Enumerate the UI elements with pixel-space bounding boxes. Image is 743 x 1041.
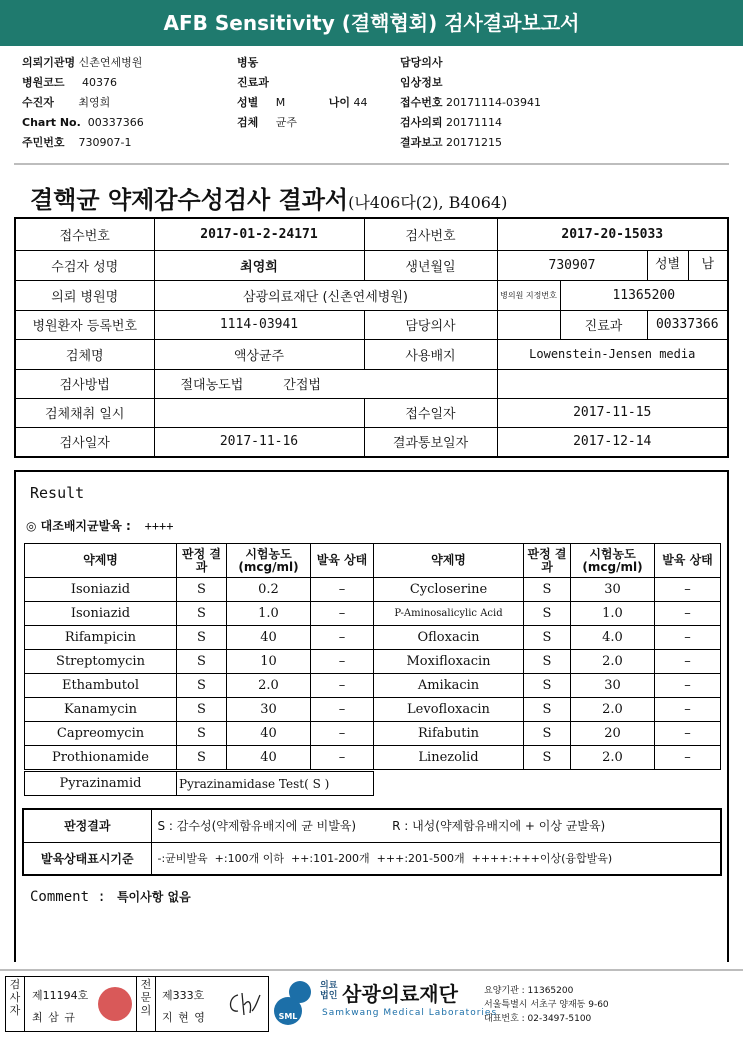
hdr-label: 병원코드 xyxy=(22,76,65,89)
header-col2 xyxy=(237,56,397,136)
result-judge: S xyxy=(177,578,227,602)
result-growth: – xyxy=(311,626,374,650)
result-growth: – xyxy=(655,698,721,722)
header-col3 xyxy=(400,56,600,156)
result-growth: – xyxy=(311,602,374,626)
result-row xyxy=(25,626,721,650)
result-judge: S xyxy=(524,698,571,722)
collect-date xyxy=(154,398,364,427)
info-label: 검사일자 xyxy=(15,427,154,457)
hdr-label: 진료과 xyxy=(237,76,269,89)
result-judge: S xyxy=(524,602,571,626)
header-col1 xyxy=(22,56,222,156)
col-conc: 시험농도 (mcg/ml) xyxy=(571,544,655,578)
result-growth: – xyxy=(655,650,721,674)
result-growth: – xyxy=(311,698,374,722)
hdr-label: 검사의뢰 xyxy=(400,116,443,129)
hdr-label: 접수번호 xyxy=(400,96,443,109)
dept: 00337366 xyxy=(647,310,728,339)
report-title xyxy=(30,180,507,215)
examiner-no: 제11194호 xyxy=(32,989,89,1002)
specialist-side-text: 전문의 xyxy=(140,978,152,1017)
result-judge: S xyxy=(177,746,227,770)
result-judge: S xyxy=(177,626,227,650)
result-conc: 40 xyxy=(227,626,311,650)
result-conc: 40 xyxy=(227,746,311,770)
hdr-value: 최영희 xyxy=(78,96,111,109)
doctor xyxy=(497,310,560,339)
hdr-label: 주민번호 xyxy=(22,136,65,149)
info-label: 수검자 성명 xyxy=(15,250,154,280)
org-code: 요양기관 : 11365200 xyxy=(484,986,574,996)
pza-drug: Pyrazinamid xyxy=(25,772,177,796)
result-growth: – xyxy=(311,578,374,602)
hdr-value: 730907-1 xyxy=(78,136,132,149)
result-drug: Isoniazid xyxy=(25,578,177,602)
result-drug: Capreomycin xyxy=(25,722,177,746)
hdr-value: 신촌연세병원 xyxy=(78,56,143,69)
result-conc: 30 xyxy=(571,578,655,602)
result-judge: S xyxy=(177,698,227,722)
sex: 남 xyxy=(701,256,715,272)
hdr-value: 00337366 xyxy=(87,116,144,129)
result-drug: P-Aminosalicylic Acid xyxy=(374,602,524,626)
info-label: 접수번호 xyxy=(15,218,154,250)
info-label: 접수일자 xyxy=(364,398,497,427)
result-judge: S xyxy=(177,674,227,698)
result-drug: Linezolid xyxy=(374,746,524,770)
result-growth: – xyxy=(311,722,374,746)
info-label: 검사번호 xyxy=(364,218,497,250)
divider xyxy=(14,163,729,165)
info-table xyxy=(14,217,729,458)
hdr-label: 병동 xyxy=(237,56,259,69)
empty-cell xyxy=(497,369,728,398)
dob: 730907 xyxy=(497,250,647,280)
hdr-label: 나이 xyxy=(328,96,351,109)
col-judge: 판정 결과 xyxy=(524,544,571,578)
result-drug: Kanamycin xyxy=(25,698,177,722)
col-conc: 시험농도 (mcg/ml) xyxy=(227,544,311,578)
test-date: 2017-11-16 xyxy=(154,427,364,457)
hdr-label: 담당의사 xyxy=(400,56,443,69)
info-label: 병원환자 등록번호 xyxy=(15,310,154,339)
control-growth xyxy=(26,517,174,534)
result-growth: – xyxy=(655,578,721,602)
result-conc: 10 xyxy=(227,650,311,674)
result-conc: 2.0 xyxy=(571,650,655,674)
specialist-no: 제333호 xyxy=(162,989,205,1002)
result-heading: Result xyxy=(30,484,85,502)
result-conc: 4.0 xyxy=(571,626,655,650)
footer-divider xyxy=(0,969,743,971)
result-conc: 20 xyxy=(571,722,655,746)
growth-legend-text: -:균비발육 +:100개 이하 ++:101-200개 +++:201-500개 ++++:+++이상(융합발육) xyxy=(151,842,721,875)
examiner-name: 최 삼 규 xyxy=(32,1011,76,1024)
result-conc: 2.0 xyxy=(571,746,655,770)
result-growth: – xyxy=(311,746,374,770)
info-label: 검사방법 xyxy=(15,369,154,398)
result-row xyxy=(25,698,721,722)
pza-test: Pyrazinamidase Test( S ) xyxy=(177,772,374,796)
hdr-label: 의뢰기관명 xyxy=(22,56,76,69)
reception-no: 2017-01-2-24171 xyxy=(154,218,364,250)
col-judge: 판정 결과 xyxy=(177,544,227,578)
result-conc: 1.0 xyxy=(227,602,311,626)
result-conc: 30 xyxy=(571,674,655,698)
report-code: (나406다(2), B4064) xyxy=(348,193,508,212)
control-label: ◎ 대조배지균발육 : xyxy=(26,519,131,533)
result-drug: Rifampicin xyxy=(25,626,177,650)
hdr-label: 수진자 xyxy=(22,96,54,109)
comment-text: 특이사항 없음 xyxy=(116,890,191,904)
info-label: 생년월일 xyxy=(364,250,497,280)
report-title-text: 결핵균 약제감수성검사 결과서 xyxy=(30,185,349,214)
control-value: ++++ xyxy=(144,519,174,533)
examiner-side xyxy=(6,977,25,1032)
result-conc: 2.0 xyxy=(571,698,655,722)
result-judge: S xyxy=(524,578,571,602)
result-row xyxy=(25,650,721,674)
col-drug: 약제명 xyxy=(25,544,177,578)
result-growth: – xyxy=(655,746,721,770)
result-growth: – xyxy=(655,602,721,626)
result-row xyxy=(25,722,721,746)
result-judge: S xyxy=(524,674,571,698)
method-2: 간접법 xyxy=(283,378,321,393)
hdr-label: 성별 xyxy=(237,96,259,109)
specimen: 액상균주 xyxy=(154,339,364,369)
result-conc: 30 xyxy=(227,698,311,722)
info-label: 사용배지 xyxy=(364,339,497,369)
comment xyxy=(30,886,191,905)
result-judge: S xyxy=(177,602,227,626)
result-judge: S xyxy=(524,650,571,674)
org-prefix: 의료법인 xyxy=(320,981,338,1001)
result-drug: Ethambutol xyxy=(25,674,177,698)
result-conc: 40 xyxy=(227,722,311,746)
specialist-name: 지 현 영 xyxy=(162,1011,206,1024)
result-judge: S xyxy=(524,626,571,650)
result-drug: Levofloxacin xyxy=(374,698,524,722)
notify-date: 2017-12-14 xyxy=(497,427,728,457)
hdr-value: 20171114-03941 xyxy=(446,96,541,109)
pza-table xyxy=(24,771,374,796)
org-name: 삼광의료재단 xyxy=(342,982,458,1006)
hdr-value: 20171114 xyxy=(446,116,503,129)
result-judge: S xyxy=(177,722,227,746)
org-en: Samkwang Medical Laboratories xyxy=(322,1008,498,1018)
info-label: 의뢰 병원명 xyxy=(15,280,154,310)
hdr-value: M xyxy=(275,96,286,109)
examiner-side-text: 검사자 xyxy=(9,978,21,1017)
legend-table xyxy=(22,808,722,876)
hdr-value: 44 xyxy=(353,96,368,109)
judge-r: R : 내성(약제함유배지에 + 이상 균발육) xyxy=(392,819,606,834)
result-drug: Rifabutin xyxy=(374,722,524,746)
designated-no: 11365200 xyxy=(560,280,728,310)
hdr-label: 임상정보 xyxy=(400,76,443,89)
judge-legend-label: 판정결과 xyxy=(23,809,151,842)
result-drug: Isoniazid xyxy=(25,602,177,626)
signature-box xyxy=(5,976,269,1032)
hdr-value: 균주 xyxy=(275,116,298,129)
examiner-seal xyxy=(98,987,132,1021)
result-drug: Ofloxacin xyxy=(374,626,524,650)
sml-logo-text: SML xyxy=(278,1012,298,1021)
info-label: 진료과 xyxy=(560,310,647,339)
result-drug: Streptomycin xyxy=(25,650,177,674)
result-conc: 1.0 xyxy=(571,602,655,626)
method-1: 절대농도법 xyxy=(180,378,244,393)
result-drug: Prothionamide xyxy=(25,746,177,770)
result-row xyxy=(25,746,721,770)
hdr-value: 40376 xyxy=(82,76,117,89)
info-label: 병의원 지정번호 xyxy=(497,280,560,310)
hdr-label: 검체 xyxy=(237,116,259,129)
result-judge: S xyxy=(177,650,227,674)
col-growth: 발육 상태 xyxy=(311,544,374,578)
report-banner: AFB Sensitivity (결핵협회) 검사결과보고서 xyxy=(0,0,743,46)
col-growth: 발육 상태 xyxy=(655,544,721,578)
hdr-label: 결과보고 xyxy=(400,136,443,149)
result-table xyxy=(24,543,721,770)
result-growth: – xyxy=(655,722,721,746)
info-label: 성별 xyxy=(648,251,689,280)
result-conc: 0.2 xyxy=(227,578,311,602)
result-conc: 2.0 xyxy=(227,674,311,698)
result-row xyxy=(25,602,721,626)
result-growth: – xyxy=(655,674,721,698)
result-growth: – xyxy=(311,650,374,674)
result-judge: S xyxy=(524,722,571,746)
hospital: 삼광의료재단 (신촌연세병원) xyxy=(154,280,497,310)
specialist-side xyxy=(136,977,156,1032)
judge-s: S : 감수성(약제함유배지에 균 비발육) xyxy=(157,819,357,834)
info-label: 검체명 xyxy=(15,339,154,369)
result-row xyxy=(25,674,721,698)
growth-legend-label: 발육상태표시기준 xyxy=(23,842,151,875)
receipt-date: 2017-11-15 xyxy=(497,398,728,427)
test-no: 2017-20-15033 xyxy=(497,218,728,250)
hdr-label: Chart No. xyxy=(22,116,81,129)
org-phone: 대표번호 : 02-3497-5100 xyxy=(484,1014,592,1024)
info-label: 검체채취 일시 xyxy=(15,398,154,427)
signature-mark xyxy=(224,989,262,1019)
reg-no: 1114-03941 xyxy=(154,310,364,339)
org-address: 서울특별시 서초구 양재동 9-60 xyxy=(484,1000,609,1010)
result-row xyxy=(25,578,721,602)
col-drug: 약제명 xyxy=(374,544,524,578)
result-drug: Moxifloxacin xyxy=(374,650,524,674)
info-label: 담당의사 xyxy=(364,310,497,339)
media: Lowenstein-Jensen media xyxy=(497,339,728,369)
result-growth: – xyxy=(655,626,721,650)
comment-label: Comment : xyxy=(30,889,106,905)
result-drug: Amikacin xyxy=(374,674,524,698)
info-label: 결과통보일자 xyxy=(364,427,497,457)
patient-name: 최영희 xyxy=(154,250,364,280)
result-growth: – xyxy=(311,674,374,698)
hdr-value: 20171215 xyxy=(446,136,503,149)
result-drug: Cycloserine xyxy=(374,578,524,602)
result-judge: S xyxy=(524,746,571,770)
